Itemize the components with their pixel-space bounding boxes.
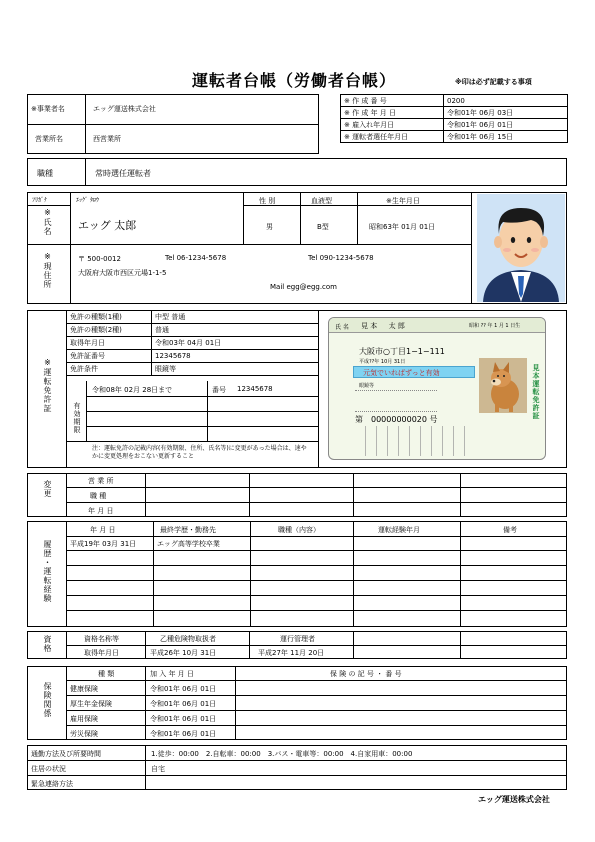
address-label: ※現住所 bbox=[43, 252, 52, 289]
qualification-name: 運行管理者 bbox=[280, 635, 315, 643]
meta-label: ※ 作 成 番 号 bbox=[341, 95, 444, 107]
insurance-section-label: 保険関係 bbox=[43, 682, 52, 718]
job-value: 常時選任運転者 bbox=[95, 169, 151, 178]
address-value: 大阪府大阪市西区元場1-1-5 bbox=[78, 269, 167, 277]
mobile-phone: Tel 090-1234-5678 bbox=[308, 254, 374, 262]
change-row-label: 営 業 所 bbox=[88, 477, 114, 485]
insurance-header: 保 険 の 記 号 ・ 番 号 bbox=[330, 670, 402, 678]
insurance-header: 種 類 bbox=[98, 670, 115, 678]
birth-label: ※生年月日 bbox=[386, 197, 420, 205]
history-header: 運転経験年月 bbox=[378, 526, 420, 534]
card-stamp: 見本運転免許証 bbox=[532, 364, 540, 420]
insurance-type: 雇用保険 bbox=[70, 715, 98, 723]
license-value: 12345678 bbox=[152, 350, 319, 363]
history-entry: エッグ高等学校卒業 bbox=[157, 540, 220, 548]
license-label: 取得年月日 bbox=[67, 337, 152, 350]
qualification-name-label: 資格名称等 bbox=[84, 635, 119, 643]
license-label: 免許の種類(1種) bbox=[67, 311, 152, 324]
card-name: 見 本 太 郎 bbox=[361, 322, 405, 330]
number-value: 12345678 bbox=[237, 385, 273, 393]
footer-company: エッグ運送株式会社 bbox=[478, 795, 550, 804]
meta-value: 令和01年 06月 03日 bbox=[444, 107, 568, 119]
furigana-label: ﾌﾘｶﾞﾅ bbox=[32, 197, 48, 204]
card-grid bbox=[355, 426, 473, 456]
email: Mail egg@egg.com bbox=[270, 283, 338, 291]
history-header: 年 月 日 bbox=[90, 526, 116, 534]
license-value: 令和03年 04月 01日 bbox=[152, 337, 319, 350]
history-header: 備考 bbox=[503, 526, 517, 534]
phone: Tel 06-1234-5678 bbox=[165, 254, 227, 262]
insurance-header: 加 入 年 月 日 bbox=[150, 670, 194, 678]
commute-value: 1.徒歩：00:00 2.自転車：00:00 3.バス・電車等：00:00 4.自家用車：00:00 bbox=[151, 750, 413, 758]
card-address: 大阪市○丁目1−1−111 bbox=[359, 347, 445, 356]
residence-label: 住居の状況 bbox=[31, 765, 66, 773]
card-banner: 元気でいればずっと有効 bbox=[363, 369, 440, 377]
meta-label: ※ 作 成 年 月 日 bbox=[341, 107, 444, 119]
residence-value: 自宅 bbox=[151, 765, 165, 773]
meta-label: ※ 雇入れ年月日 bbox=[341, 119, 444, 131]
license-value: 眼鏡等 bbox=[152, 363, 319, 376]
license-section-label: ※運転免許証 bbox=[43, 358, 52, 413]
required-note: ※印は必ず記載する事項 bbox=[455, 78, 532, 86]
history-section-label: 履歴・運転経験 bbox=[43, 540, 52, 603]
qualification-date: 平成26年 10月 31日 bbox=[150, 649, 217, 657]
insurance-date: 令和01年 06月 01日 bbox=[150, 700, 217, 708]
branch-label: 営業所名 bbox=[35, 135, 63, 143]
license-card bbox=[328, 317, 546, 460]
page-title: 運転者台帳（労働者台帳） bbox=[192, 71, 397, 90]
insurance-type: 労災保険 bbox=[70, 730, 98, 738]
license-label: 免許の種類(2種) bbox=[67, 324, 152, 337]
dog-icon bbox=[479, 358, 527, 413]
insurance-date: 令和01年 06月 01日 bbox=[150, 685, 217, 693]
furigana-value: ｴｯｸﾞ ﾀﾛｳ bbox=[76, 197, 99, 204]
qualification-name: 乙種危険物取扱者 bbox=[160, 635, 216, 643]
name-label: ※氏名 bbox=[43, 208, 52, 236]
license-label: 免許証番号 bbox=[67, 350, 152, 363]
qualification-section-label: 資格 bbox=[43, 635, 52, 653]
meta-value: 0200 bbox=[444, 95, 568, 107]
person-illustration bbox=[477, 194, 565, 302]
insurance-date: 令和01年 06月 01日 bbox=[150, 715, 217, 723]
change-row-label: 職 種 bbox=[90, 492, 107, 500]
card-name-label: 氏 名 bbox=[335, 324, 349, 331]
card-number: 第 00000000020 号 bbox=[355, 415, 438, 424]
insurance-type: 厚生年金保険 bbox=[70, 700, 112, 708]
history-header: 最終学歴・勤務先 bbox=[160, 526, 216, 534]
insurance-type: 健康保険 bbox=[70, 685, 98, 693]
meta-value: 令和01年 06月 01日 bbox=[444, 119, 568, 131]
commute-label: 通勤方法及び所要時間 bbox=[31, 750, 101, 758]
qualification-date: 平成27年 11月 20日 bbox=[258, 649, 325, 657]
sex-label: 性 別 bbox=[259, 197, 276, 205]
change-row-label: 年 月 日 bbox=[88, 507, 114, 515]
card-birth: 昭和 ?? 年 1 月 1 日生 bbox=[469, 323, 521, 329]
dog-photo bbox=[479, 358, 527, 413]
license-notice: 注：運転免許の記載内容(有効期限、住所、氏名等)に変更があった場合は、速やかに変更処理をおこない更新すること bbox=[92, 445, 307, 460]
birth-value: 昭和63年 01月 01日 bbox=[369, 223, 436, 231]
blood-value: B型 bbox=[317, 223, 329, 231]
avatar bbox=[477, 194, 565, 302]
blood-label: 血液型 bbox=[311, 197, 332, 205]
meta-table bbox=[340, 94, 568, 143]
job-label: 職種 bbox=[37, 169, 53, 178]
history-date: 平成19年 03月 31日 bbox=[70, 540, 137, 548]
qualification-date-label: 取得年月日 bbox=[84, 649, 119, 657]
name-value: エッグ 太郎 bbox=[78, 219, 137, 232]
validity-label: 有効期限 bbox=[73, 402, 81, 434]
validity-value: 令和08年 02月 28日まで bbox=[92, 386, 173, 394]
postal-code: 〒 500-0012 bbox=[78, 255, 121, 263]
branch-value: 西営業所 bbox=[93, 135, 121, 143]
sex-value: 男 bbox=[266, 223, 273, 231]
license-value: 普通 bbox=[152, 324, 319, 337]
history-header: 職種（内容） bbox=[278, 526, 320, 534]
meta-value: 令和01年 06月 15日 bbox=[444, 131, 568, 143]
office-label: ※事業者名 bbox=[31, 105, 65, 113]
change-section-label: 変更 bbox=[43, 480, 52, 498]
insurance-date: 令和01年 06月 01日 bbox=[150, 730, 217, 738]
emergency-label: 緊急連絡方法 bbox=[31, 780, 73, 788]
card-date: 平成??年 10月 31日 bbox=[359, 359, 406, 365]
number-label: 番号 bbox=[212, 386, 226, 394]
license-table bbox=[66, 310, 319, 376]
meta-label: ※ 運転者選任年月日 bbox=[341, 131, 444, 143]
license-value: 中型 普通 bbox=[152, 311, 319, 324]
card-conditions: 眼鏡等 bbox=[359, 383, 375, 389]
office-value: エッグ運送株式会社 bbox=[93, 105, 156, 113]
license-label: 免許条件 bbox=[67, 363, 152, 376]
